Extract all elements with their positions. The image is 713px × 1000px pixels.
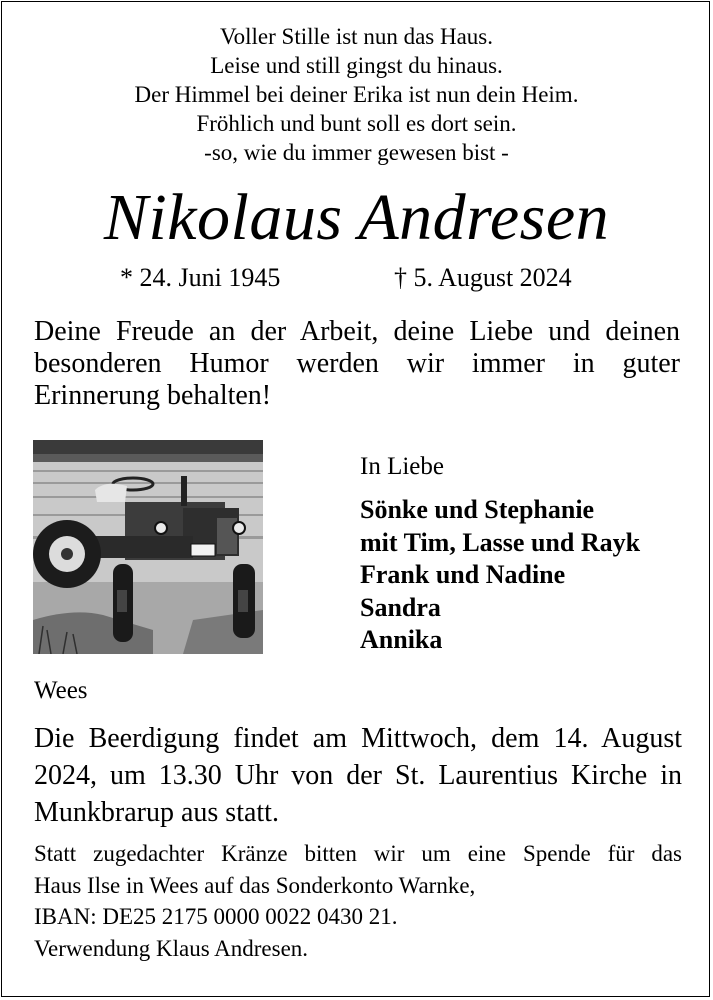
donation-line: Haus Ilse in Wees auf das Sonderkonto Warnke,	[34, 872, 476, 898]
iban: IBAN: DE25 2175 0000 0022 0430 21.	[34, 904, 398, 929]
poem-line: Der Himmel bei deiner Erika ist nun dein Heim.	[134, 82, 579, 107]
donation-usage: Verwendung Klaus Andresen.	[34, 935, 309, 961]
poem-line: Leise und still gingst du hinaus.	[210, 53, 503, 78]
poem	[0, 22, 713, 167]
tractor-photo	[33, 440, 263, 654]
memory-text: Deine Freude an der Arbeit, deine Liebe und deinen besonderen Humor werden wir immer in guter Erinnerung behalten!	[34, 316, 680, 411]
family-member: Sandra	[360, 592, 441, 622]
funeral-text: Die Beerdigung findet am Mittwoch, dem 14. August 2024, um 13.30 Uhr von der St. Laurentius Kirche in Munkbrarup aus statt.	[34, 723, 682, 828]
birth-date: * 24. Juni 1945	[120, 263, 281, 292]
in-love-label: In Liebe	[360, 453, 444, 480]
poem-line: Voller Stille ist nun das Haus.	[219, 24, 493, 49]
family-member: mit Tim, Lasse und Rayk	[360, 527, 641, 557]
place: Wees	[34, 677, 88, 704]
family-member: Sönke und Stephanie	[360, 495, 595, 524]
family-member: Frank und Nadine	[360, 560, 566, 589]
family-member: Annika	[360, 625, 443, 654]
poem-line: -so, wie du immer gewesen bist -	[204, 140, 509, 165]
donation-line: Statt zugedachter Kränze bitten wir um eine Spende für das	[34, 841, 682, 866]
deceased-name: Nikolaus Andresen	[103, 181, 610, 254]
family-list	[360, 494, 640, 657]
death-date: † 5. August 2024	[394, 263, 572, 292]
tractor-image	[33, 440, 263, 654]
poem-line: Fröhlich und bunt soll es dort sein.	[196, 111, 517, 136]
donation-info	[34, 838, 682, 964]
